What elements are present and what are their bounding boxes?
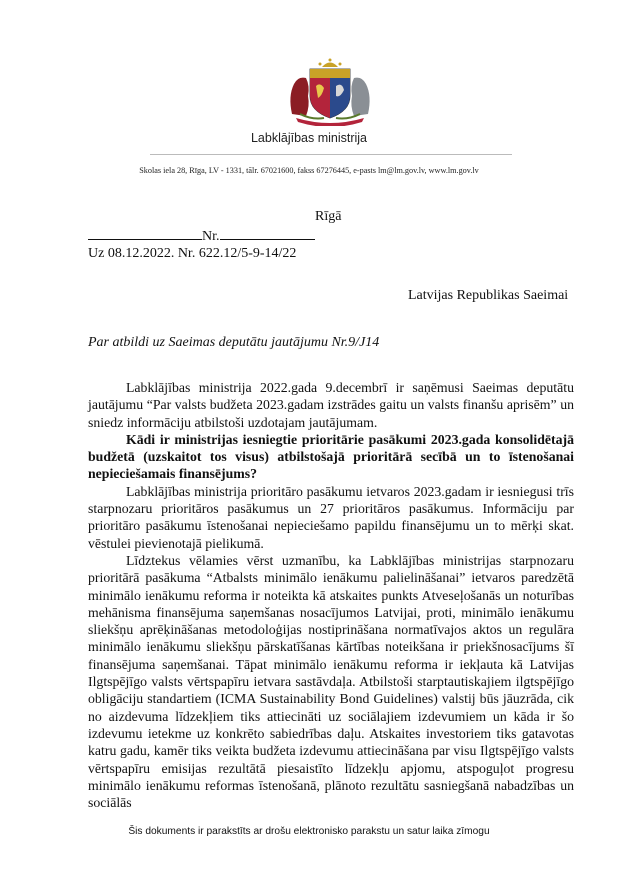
paragraph-reform: Līdztekus vēlamies vērst uzmanību, ka Labklājības ministrijas starpnozaru prioritārā pasākuma “Atbalsts minimālo ienākumu palielināšanai” ietvaros paredzētā minimālo ienākumu reforma ir noteikta kā atskaites punkts Atveseļošanās un noturības mehānisma finansējuma saņemšanas nosacījumos Latvijai, proti, minimālo ienākumu sliekšņu aprēķināšanas metodoloģijas nostiprināšana normatīvajos aktos un regulāra minimālo ienākumu sliekšņu pārskatīšanas kārtības noteikšana ir priekšnosacījums šī finansējuma saņemšanai. Tāpat minimālo ienākumu reforma ir iekļauta kā Latvijas Ilgtspējīgo valsts vērtspapīru ietvara sastāvdaļa. Atbilstoši starptautiskajiem ilgtspējīgo obligāciju standartiem (ICMA Sustainability Bond Guidelines) valstij būs jāuzrāda, cik no aizdevuma līdzekļiem tiks attiecināti uz sociālajiem izdevumiem un kāda ir šo izdevumu ietekme uz konkrēto sabiedrības daļu. Atskaites investoriem tiks gatavotas katru gadu, kamēr tiks veikta budžeta izdevumu attiecināšana par visu Ilgtspējīgo valsts vērtspapīru emisijas rezultātā piesaistīto līdzekļu apjomu, atspoguļot progresu minimālo ienākumu reformas īstenošanā, plānoto rezultātu sasniegšanā nabadzības un sociālās — [88, 552, 574, 811]
letter-body — [88, 379, 574, 811]
reference-line: Uz 08.12.2022. Nr. 622.12/5-9-14/22 — [88, 246, 297, 261]
crest-sun — [322, 63, 338, 68]
ministry-name: Labklājības ministrija — [250, 131, 368, 145]
date-blank — [88, 226, 202, 240]
nr-label: Nr. — [202, 229, 220, 244]
letter-place: Rīgā — [315, 209, 342, 224]
paragraph-question: Kādi ir ministrijas iesniegtie prioritārie pasākumi 2023.gada konsolidētajā budžetā (uzskaitot tos visus) atbilstošajā prioritārā secībā un to īstenošanai nepieciešamais finansējums? — [88, 431, 574, 482]
number-blank — [220, 226, 315, 240]
griffin-supporter — [351, 78, 369, 116]
document-number-line — [88, 226, 315, 245]
lion-supporter — [290, 78, 308, 116]
paragraph-intro: Labklājības ministrija 2022.gada 9.decembrī ir saņēmusi Saeimas deputātu jautājumu “Par valsts budžeta 2023.gadam izstrādes gaitu un valsts finanšu aprisēm” un sniedz informāciju atbilstoši uzdotajam jautājumam. — [88, 380, 574, 430]
coat-of-arms-emblem — [282, 56, 378, 126]
e-signature-note: Šis dokuments ir parakstīts ar drošu elektronisko parakstu un satur laika zīmogu — [128, 826, 490, 837]
ribbon — [296, 118, 364, 126]
letter-subject: Par atbildi uz Saeimas deputātu jautājumu Nr.9/J14 — [88, 335, 380, 350]
paragraph-answer: Labklājības ministrija prioritāro pasākumu ietvaros 2023.gadam ir iesniegusi trīs starpnozaru prioritāros pasākumus un 27 prioritāros pasākumus. Informāciju par prioritāro pasākumu īstenošanai nepieciešamo papildu finansējumu un to mērķi skat. vēstulei pievienotajā pielikumā. — [88, 483, 574, 551]
addressee: Latvijas Republikas Saeimai — [408, 288, 569, 303]
letterhead-divider — [150, 154, 512, 155]
ministry-contacts: Skolas iela 28, Rīga, LV - 1331, tālr. 67021600, fakss 67276445, e-pasts lm@lm.gov.lv, www.lm.gov.lv — [139, 166, 479, 175]
